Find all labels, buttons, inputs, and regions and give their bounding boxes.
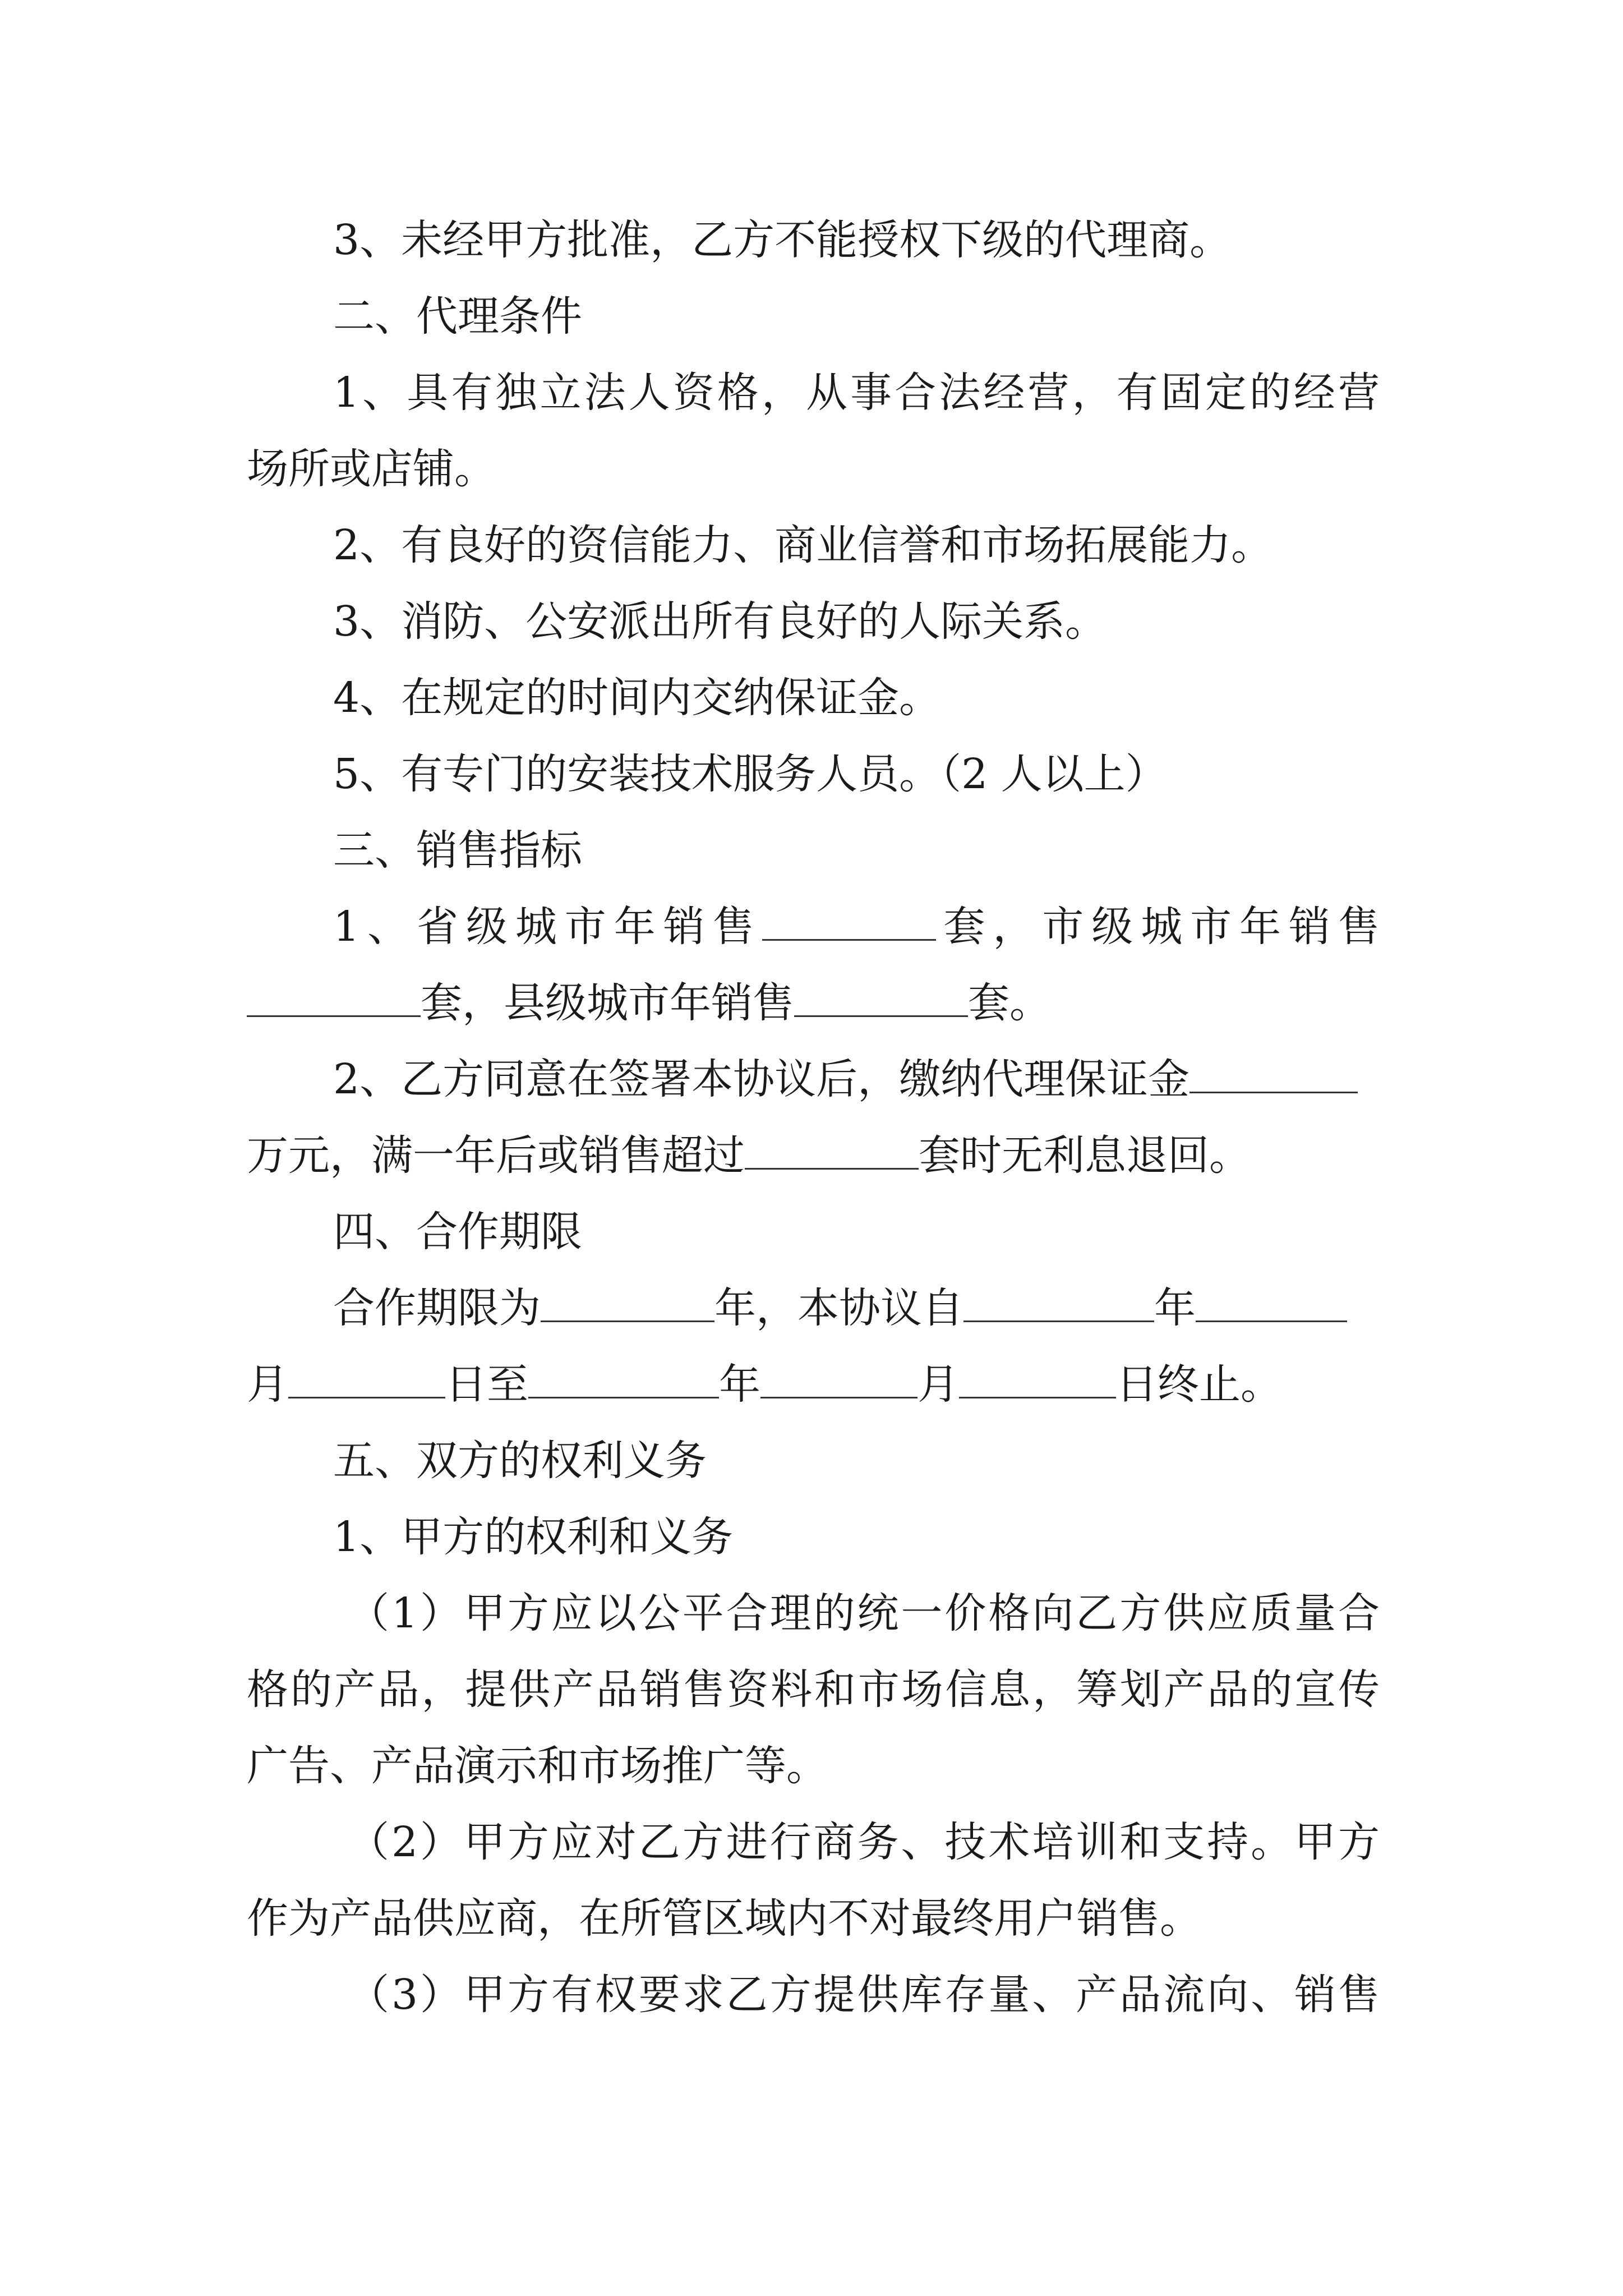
line-text: 月 — [247, 1360, 288, 1409]
fill-in-blank[interactable] — [794, 979, 968, 1017]
paragraph-line — [247, 1041, 1380, 1117]
paragraph-line — [247, 889, 1380, 965]
document-body — [247, 202, 1380, 2033]
fill-in-blank[interactable] — [762, 903, 936, 941]
paragraph-line: 作为产品供应商，在所管区域内不对最终用户销售。 — [247, 1894, 1201, 1943]
fill-in-blank[interactable] — [963, 1285, 1154, 1322]
line-text: 年，本协议自 — [714, 1284, 963, 1332]
fill-in-blank[interactable] — [541, 1285, 714, 1322]
line-text: 套，县级城市年销售 — [421, 979, 794, 1027]
paragraph-line: （1）甲方应以公平合理的统一价格向乙方供应质量合 — [348, 1589, 1380, 1637]
line-text: 年 — [719, 1360, 760, 1409]
paragraph-line: 2、有良好的资信能力、商业信誉和市场拓展能力。 — [333, 521, 1273, 569]
section-heading: 四、合作期限 — [333, 1208, 582, 1256]
line-text: 1、省级城市年销售 — [333, 903, 762, 951]
paragraph-line: 3、未经甲方批准，乙方不能授权下级的代理商。 — [333, 216, 1232, 264]
paragraph-line: 5、有专门的安装技术服务人员。（2 人以上） — [333, 750, 1167, 798]
section-heading: 三、销售指标 — [333, 826, 582, 875]
paragraph-line: （2）甲方应对乙方进行商务、技术培训和支持。甲方 — [348, 1818, 1380, 1866]
paragraph-line — [247, 965, 1380, 1041]
fill-in-blank[interactable] — [528, 1361, 719, 1398]
line-text: 合作期限为 — [333, 1284, 541, 1332]
paragraph-line: 场所或店铺。 — [247, 445, 496, 493]
line-text: 2、乙方同意在签署本协议后，缴纳代理保证金 — [333, 1055, 1190, 1103]
fill-in-blank[interactable] — [1196, 1285, 1347, 1322]
line-text: 日终止。 — [1116, 1360, 1282, 1409]
paragraph-line — [247, 1346, 1380, 1423]
fill-in-blank[interactable] — [760, 1361, 917, 1398]
section-heading: 五、双方的权利义务 — [333, 1437, 707, 1485]
fill-in-blank[interactable] — [288, 1361, 445, 1398]
paragraph-line: 1、具有独立法人资格，从事合法经营，有固定的经营 — [333, 369, 1380, 417]
paragraph-line — [247, 1270, 1380, 1346]
subsection-heading: 1、甲方的权利和义务 — [333, 1513, 734, 1561]
fill-in-blank[interactable] — [1189, 1056, 1358, 1093]
paragraph-line — [247, 1117, 1380, 1194]
line-text: 套。 — [968, 979, 1051, 1027]
paragraph-line: （3）甲方有权要求乙方提供库存量、产品流向、销售 — [348, 1971, 1380, 2019]
line-text: 月 — [917, 1360, 959, 1409]
section-heading: 二、代理条件 — [333, 292, 582, 341]
line-text: 年 — [1154, 1284, 1196, 1332]
paragraph-line: 3、消防、公安派出所有良好的人际关系。 — [333, 597, 1107, 646]
paragraph-line: 格的产品，提供产品销售资料和市场信息，筹划产品的宣传 — [247, 1665, 1380, 1714]
line-text: 套时无利息退回。 — [919, 1131, 1251, 1180]
fill-in-blank[interactable] — [745, 1132, 919, 1170]
fill-in-blank[interactable] — [247, 979, 421, 1017]
paragraph-line: 广告、产品演示和市场推广等。 — [247, 1742, 828, 1790]
fill-in-blank[interactable] — [959, 1361, 1116, 1398]
line-text: 日至 — [445, 1360, 528, 1409]
line-text: 万元，满一年后或销售超过 — [247, 1131, 745, 1180]
paragraph-line: 4、在规定的时间内交纳保证金。 — [333, 674, 941, 722]
line-text: 套，市级城市年销售 — [935, 903, 1380, 951]
